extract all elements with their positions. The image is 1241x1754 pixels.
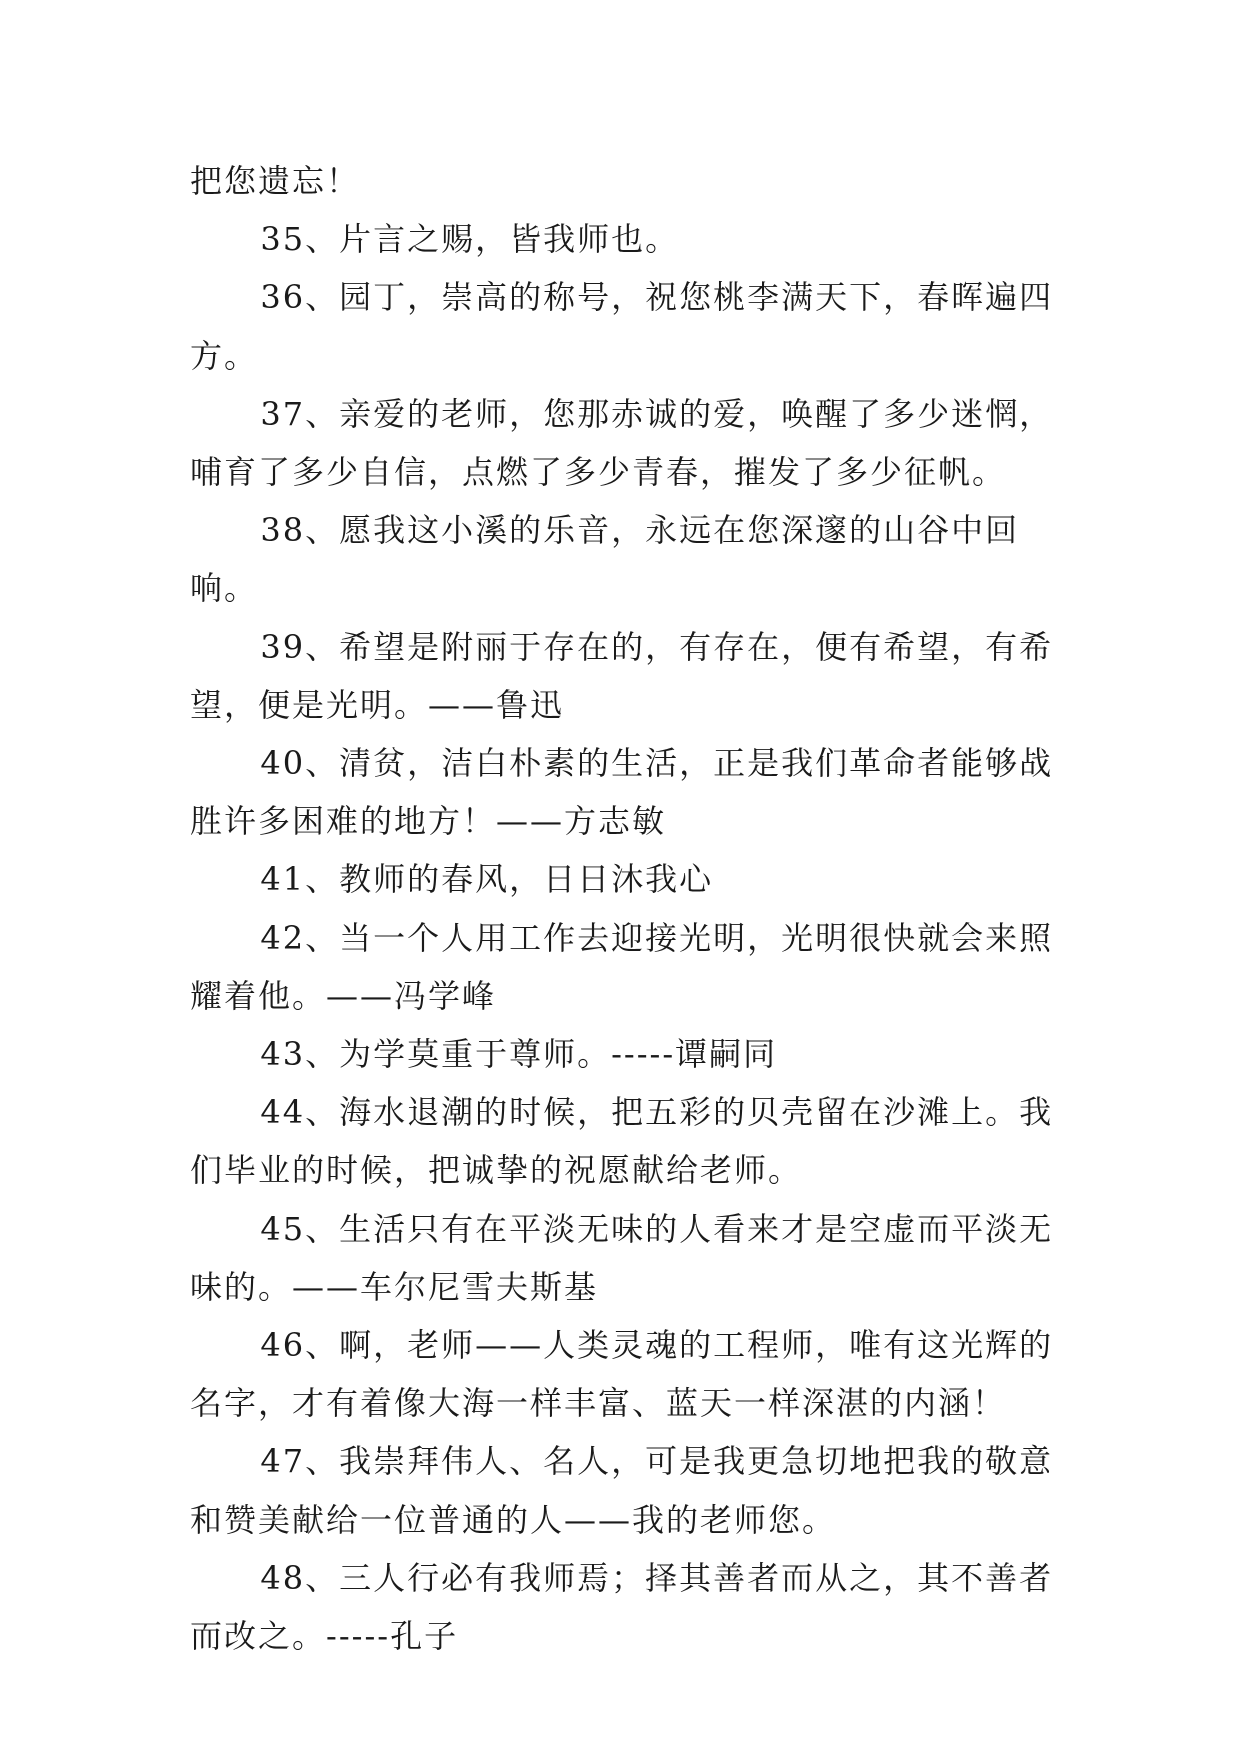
quote-36: 36、园丁，崇高的称号，祝您桃李满天下，春晖遍四方。	[190, 278, 1054, 375]
quote-40: 40、清贫，洁白朴素的生活，正是我们革命者能够战胜许多困难的地方！——方志敏	[190, 744, 1054, 841]
quote-37: 37、亲爱的老师，您那赤诚的爱，唤醒了多少迷惘，哺育了多少自信，点燃了多少青春，摧发了多少征帆。	[190, 394, 1054, 492]
quote-45: 45、生活只有在平淡无味的人看来才是空虚而平淡无味的。——车尔尼雪夫斯基	[190, 1209, 1054, 1306]
quote-38: 38、愿我这小溪的乐音，永远在您深邃的山谷中回响。	[190, 511, 1020, 608]
document-body	[190, 152, 1070, 1665]
quote-47: 47、我崇拜伟人、名人，可是我更急切地把我的敬意和赞美献给一位普通的人——我的老师您。	[190, 1442, 1054, 1539]
quote-35: 35、片言之赐，皆我师也。	[260, 220, 680, 259]
quote-48: 48、三人行必有我师焉；择其善者而从之，其不善者而改之。-----孔子	[190, 1558, 1054, 1656]
quote-46: 46、啊，老师——人类灵魂的工程师，唯有这光辉的名字，才有着像大海一样丰富、蓝天一样深湛的内涵！	[190, 1326, 1054, 1423]
quote-42: 42、当一个人用工作去迎接光明，光明很快就会来照耀着他。——冯学峰	[190, 918, 1054, 1015]
paragraph-continuation: 把您遗忘！	[190, 162, 361, 200]
quote-44: 44、海水退潮的时候，把五彩的贝壳留在沙滩上。我们毕业的时候，把诚挚的祝愿献给老师。	[190, 1093, 1054, 1190]
quote-43: 43、为学莫重于尊师。-----谭嗣同	[260, 1035, 778, 1074]
quote-41: 41、教师的春风，日日沐我心	[260, 860, 714, 899]
quote-39: 39、希望是附丽于存在的，有存在，便有希望，有希望，便是光明。——鲁迅	[190, 627, 1054, 724]
